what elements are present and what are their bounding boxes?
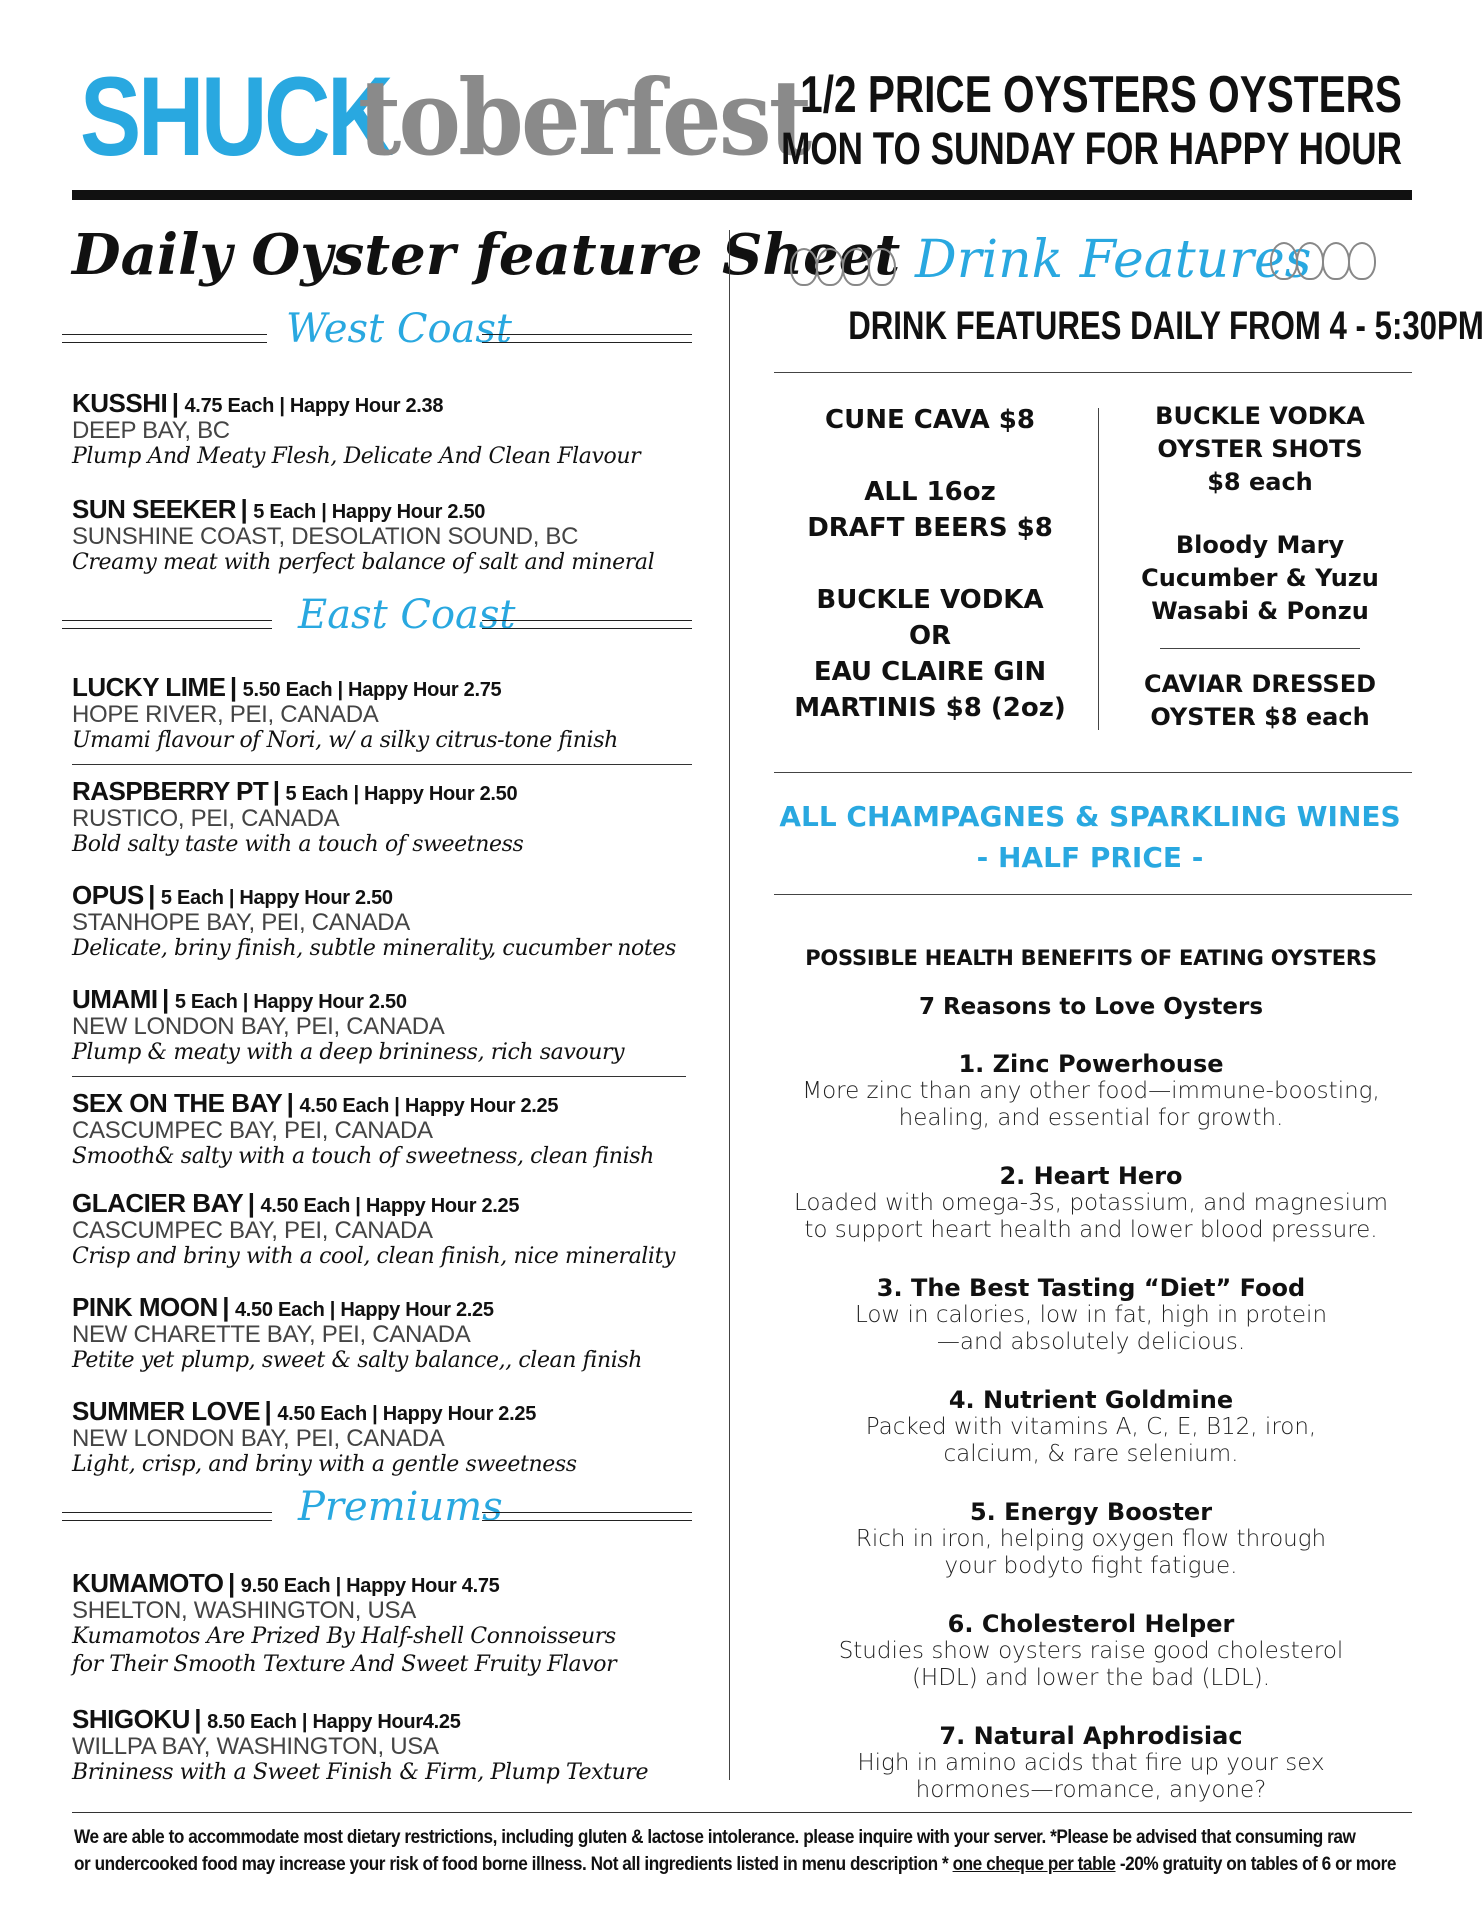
footer-line-1: We are able to accommodate most dietary restrictions, including gluten & lactose intolerance. please inquire with your server. *Please be advised that consuming raw	[74, 1827, 1356, 1848]
oyster-name: SUN SEEKER	[72, 494, 237, 524]
oyster-location: SUNSHINE COAST, DESOLATION SOUND, BC	[72, 523, 579, 550]
oyster-price: 4.50 Each | Happy Hour 2.25	[277, 1403, 537, 1425]
drink-item: OR	[908, 621, 952, 651]
drink-item: EAU CLAIRE GIN	[813, 657, 1047, 687]
separator: |	[171, 388, 179, 418]
reason-text: Rich in iron, helping oxygen flow through	[855, 1526, 1327, 1552]
oyster-location: HOPE RIVER, PEI, CANADA	[72, 701, 379, 728]
oyster-item	[72, 880, 692, 963]
oyster-shell-icon	[1270, 242, 1298, 280]
oyster-item	[72, 672, 692, 755]
reason-item	[766, 1274, 1416, 1356]
oyster-name: LUCKY LIME	[72, 672, 226, 702]
oyster-item	[72, 1088, 692, 1171]
oyster-shell-icon	[790, 248, 818, 286]
separator: |	[162, 984, 169, 1014]
one-cheque-note: one cheque per table	[952, 1854, 1116, 1875]
separator: |	[148, 880, 155, 910]
reason-text: to support heart health and lower blood pressure.	[804, 1217, 1378, 1243]
oyster-name: SEX ON THE BAY	[72, 1088, 283, 1118]
reason-text: —and absolutely delicious.	[936, 1329, 1246, 1355]
drink-item: Bloody Mary	[1175, 531, 1345, 559]
reason-text: healing, and essential for growth.	[898, 1105, 1284, 1131]
separator: |	[240, 494, 248, 524]
reason-title: 7. Natural Aphrodisiac	[939, 1722, 1243, 1750]
separator: |	[229, 672, 237, 702]
health-subtitle: 7 Reasons to Love Oysters	[918, 994, 1264, 1020]
champagne-line-1: ALL CHAMPAGNES & SPARKLING WINES	[779, 800, 1401, 833]
oyster-name: KUSSHI	[72, 388, 168, 418]
promo-line-1: 1/2 PRICE OYSTERS OYSTERS	[800, 66, 1402, 124]
drink-item: DRAFT BEERS $8	[807, 513, 1053, 543]
reason-title: 6. Cholesterol Helper	[947, 1610, 1235, 1638]
drink-features-title: Drink Features	[915, 230, 1312, 290]
promo-banner	[606, 68, 1402, 172]
promo-line-2: MON TO SUNDAY FOR HAPPY HOUR	[781, 122, 1402, 174]
oyster-name: SHIGOKU	[72, 1704, 190, 1734]
separator: |	[227, 1568, 235, 1598]
oyster-description: Bold salty taste with a touch of sweetness	[72, 832, 524, 858]
oyster-name: GLACIER BAY	[72, 1188, 244, 1218]
oyster-description: Delicate, briny finish, subtle minerality, cucumber notes	[72, 936, 676, 962]
oyster-description: Smooth& salty with a touch of sweetness, clean finish	[72, 1144, 654, 1170]
oyster-location: CASCUMPEC BAY, PEI, CANADA	[72, 1217, 433, 1244]
reason-text: High in amino acids that fire up your sex	[857, 1750, 1325, 1776]
reason-title: 4. Nutrient Goldmine	[948, 1386, 1234, 1414]
reason-item	[766, 1050, 1416, 1132]
oyster-location: RUSTICO, PEI, CANADA	[72, 805, 340, 832]
drink-item: $8 each	[1207, 468, 1313, 496]
reason-text: calcium, & rare selenium.	[943, 1441, 1239, 1467]
drink-list-right	[1114, 400, 1406, 734]
drink-item: Cucumber & Yuzu	[1141, 564, 1379, 592]
oyster-description: Plump & meaty with a deep brininess, rich savoury	[72, 1040, 625, 1066]
drink-column-separator	[1098, 408, 1099, 730]
drink-item: CAVIAR DRESSED	[1143, 670, 1377, 698]
reason-text: your bodyto fight fatigue.	[944, 1553, 1238, 1579]
oyster-location: NEW LONDON BAY, PEI, CANADA	[72, 1425, 445, 1452]
oyster-shell-icon	[1322, 242, 1350, 280]
oyster-price: 5 Each | Happy Hour 2.50	[174, 991, 407, 1013]
divider-rule	[774, 372, 1412, 373]
oyster-description: Umami flavour of Nori, w/ a silky citrus-tone finish	[72, 728, 618, 754]
drink-item: BUCKLE VODKA	[816, 585, 1044, 615]
drink-item: Wasabi & Ponzu	[1151, 597, 1369, 625]
oyster-description: Light, crisp, and briny with a gentle sweetness	[72, 1452, 577, 1478]
oyster-location: STANHOPE BAY, PEI, CANADA	[72, 909, 410, 936]
reason-title: 2. Heart Hero	[999, 1162, 1183, 1190]
oyster-description: Plump And Meaty Flesh, Delicate And Clean Flavour	[72, 444, 641, 470]
separator: |	[194, 1704, 202, 1734]
health-benefits	[766, 946, 1416, 1804]
drink-list-left	[780, 402, 1080, 726]
oyster-price: 4.50 Each | Happy Hour 2.25	[299, 1095, 559, 1117]
item-rule	[72, 1076, 686, 1077]
reason-item	[766, 1498, 1416, 1580]
oyster-price: 5 Each | Happy Hour 2.50	[160, 887, 393, 909]
section-title-east: East Coast	[298, 592, 516, 638]
footer-rule	[72, 1812, 1412, 1813]
section-title-west: West Coast	[286, 306, 512, 352]
oyster-name: OPUS	[72, 880, 144, 910]
oyster-shell-icon	[1348, 242, 1376, 280]
reason-text: hormones—romance, anyone?	[915, 1777, 1267, 1803]
oyster-location: NEW CHARETTE BAY, PEI, CANADA	[72, 1321, 471, 1348]
oyster-shell-icon	[816, 248, 844, 286]
logo-shuck: SHUCK	[80, 54, 391, 179]
reason-title: 5. Energy Booster	[969, 1498, 1213, 1526]
drink-features-header	[790, 230, 1312, 302]
oyster-shell-icon	[1296, 242, 1324, 280]
oyster-location: CASCUMPEC BAY, PEI, CANADA	[72, 1117, 433, 1144]
separator: |	[286, 1088, 294, 1118]
oyster-price: 9.50 Each | Happy Hour 4.75	[240, 1575, 500, 1597]
oyster-price: 5 Each | Happy Hour 2.50	[285, 783, 518, 805]
drink-inner-rule	[1160, 648, 1360, 649]
drink-item: OYSTER SHOTS	[1157, 435, 1363, 463]
oyster-price: 4.75 Each | Happy Hour 2.38	[184, 395, 444, 417]
reason-text: Studies show oysters raise good cholesterol	[838, 1638, 1344, 1664]
champagne-promo	[770, 796, 1410, 878]
reason-text: (HDL) and lower the bad (LDL).	[911, 1665, 1271, 1691]
oyster-name: RASPBERRY PT	[72, 776, 269, 806]
drink-item: MARTINIS $8 (2oz)	[794, 693, 1066, 723]
divider-rule	[774, 772, 1412, 773]
oyster-item	[72, 1704, 692, 1787]
divider-rule	[774, 894, 1412, 895]
oyster-description: Petite yet plump, sweet & salty balance,, clean finish	[72, 1348, 643, 1374]
drink-item: BUCKLE VODKA	[1155, 402, 1365, 430]
oyster-item	[72, 1292, 692, 1375]
logo	[80, 52, 810, 182]
drink-item: OYSTER $8 each	[1150, 703, 1370, 731]
reason-title: 3. The Best Tasting “Diet” Food	[876, 1274, 1306, 1302]
separator: |	[222, 1292, 229, 1322]
oyster-description: Kumamotos Are Prized By Half-shell Connoisseurs	[72, 1624, 616, 1650]
reason-text: Low in calories, low in fat, high in protein	[854, 1302, 1328, 1328]
oyster-location: NEW LONDON BAY, PEI, CANADA	[72, 1013, 445, 1040]
drink-item: ALL 16oz	[864, 477, 996, 507]
oyster-price: 4.50 Each | Happy Hour 2.25	[234, 1299, 494, 1321]
footer-disclaimer	[74, 1824, 1396, 1878]
reason-text: Packed with vitamins A, C, E, B12, iron,	[865, 1414, 1317, 1440]
oyster-location: DEEP BAY, BC	[72, 417, 230, 444]
oyster-item	[72, 776, 692, 859]
oyster-price: 8.50 Each | Happy Hour4.25	[207, 1711, 461, 1733]
separator: |	[264, 1396, 272, 1426]
health-title: POSSIBLE HEALTH BENEFITS OF EATING OYSTERS	[805, 946, 1377, 970]
oyster-price: 5 Each | Happy Hour 2.50	[253, 501, 486, 523]
oyster-location: SHELTON, WASHINGTON, USA	[72, 1597, 416, 1624]
reason-title: 1. Zinc Powerhouse	[958, 1050, 1224, 1078]
drink-features-subtitle: DRINK FEATURES DAILY FROM 4 - 5:30PM	[848, 304, 1484, 348]
column-separator	[729, 230, 730, 1780]
oyster-item	[72, 1396, 692, 1479]
reason-text: Loaded with omega-3s, potassium, and magnesium	[793, 1190, 1389, 1216]
separator: |	[247, 1188, 255, 1218]
oyster-item	[72, 494, 692, 577]
oyster-item	[72, 1568, 692, 1678]
oyster-item	[72, 1188, 692, 1271]
reason-item	[766, 1610, 1416, 1692]
footer-line-2a: or undercooked food may increase your risk of food borne illness. Not all ingredients listed in menu description *	[74, 1854, 953, 1875]
reason-item	[766, 1722, 1416, 1804]
sheet-title: Daily Oyster feature Sheet	[72, 222, 901, 288]
champagne-line-2: - HALF PRICE -	[976, 841, 1204, 874]
header-rule	[72, 190, 1412, 200]
drink-item: CUNE CAVA $8	[825, 405, 1035, 435]
footer-line-2b: -20% gratuity on tables of 6 or more	[1115, 1854, 1396, 1875]
reason-item	[766, 1162, 1416, 1244]
oyster-name: SUMMER LOVE	[72, 1396, 261, 1426]
logo-toberfest: toberfest	[358, 56, 810, 179]
oyster-description-2: for Their Smooth Texture And Sweet Fruity Flavor	[72, 1651, 617, 1677]
oyster-shell-icon	[868, 248, 896, 286]
oyster-shell-icon	[842, 248, 870, 286]
reason-item	[766, 1386, 1416, 1468]
oyster-price: 4.50 Each | Happy Hour 2.25	[260, 1195, 520, 1217]
section-title-premium: Premiums	[298, 1484, 503, 1530]
footer-line-2	[74, 1851, 1396, 1878]
item-rule	[72, 764, 692, 765]
oyster-name: KUMAMOTO	[72, 1568, 224, 1598]
oyster-name: UMAMI	[72, 984, 158, 1014]
reason-text: More zinc than any other food—immune-boosting,	[802, 1078, 1380, 1104]
oyster-description: Crisp and briny with a cool, clean finish, nice minerality	[72, 1244, 676, 1270]
oyster-location: WILLPA BAY, WASHINGTON, USA	[72, 1733, 439, 1760]
oyster-description: Creamy meat with perfect balance of salt and mineral	[72, 550, 655, 576]
oyster-item	[72, 984, 692, 1067]
oyster-description: Brininess with a Sweet Finish & Firm, Plump Texture	[72, 1760, 649, 1786]
oyster-name: PINK MOON	[72, 1292, 218, 1322]
oyster-item	[72, 388, 692, 471]
oyster-price: 5.50 Each | Happy Hour 2.75	[242, 679, 502, 701]
separator: |	[272, 776, 280, 806]
